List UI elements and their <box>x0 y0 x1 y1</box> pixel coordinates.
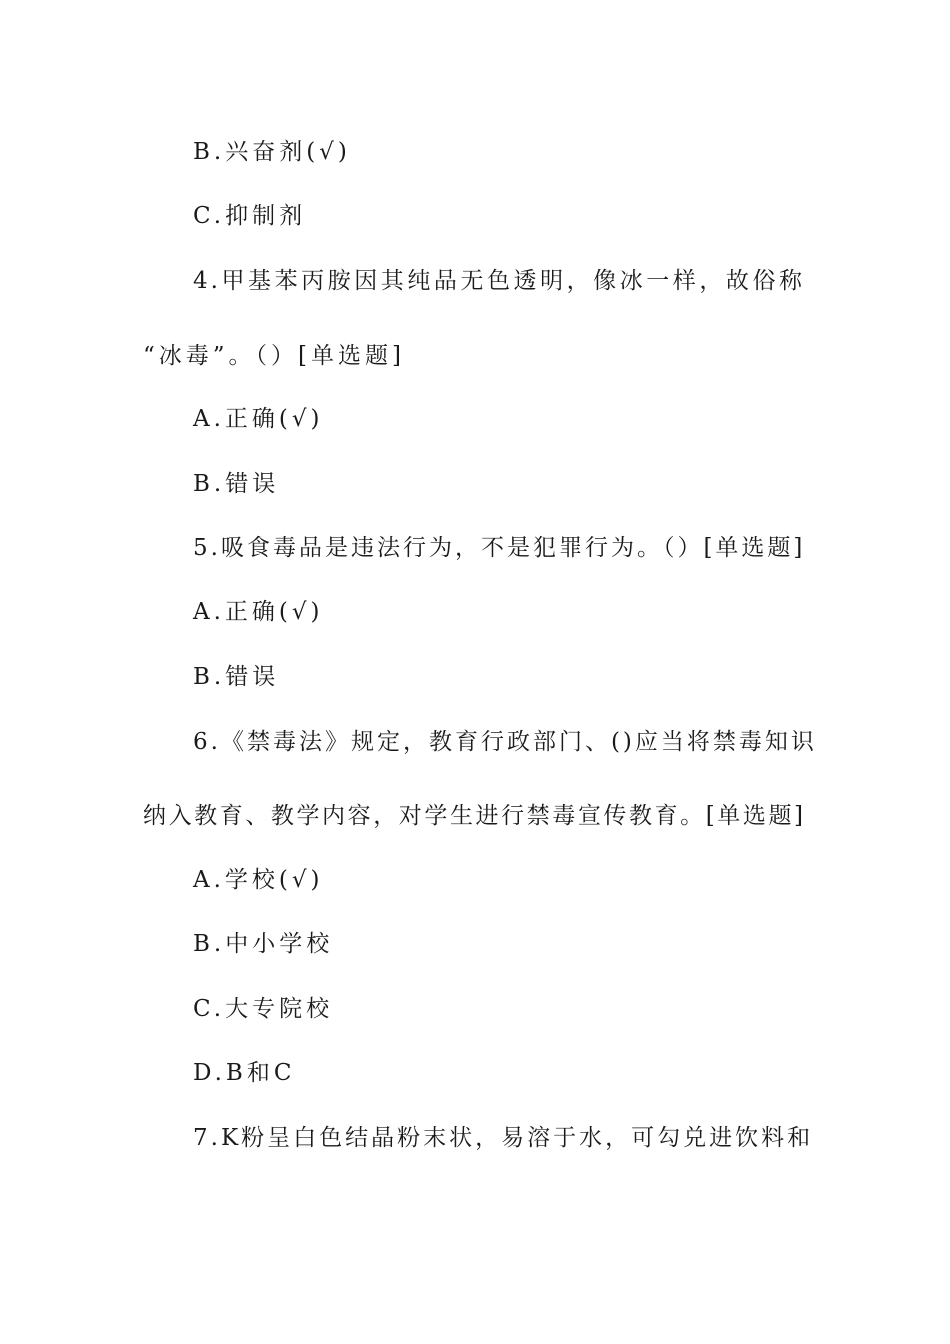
option-b-stimulant: B.兴奋剂(√) <box>193 139 351 165</box>
question-4-option-a: A.正确(√) <box>193 406 324 432</box>
question-4-option-b: B.错误 <box>193 471 280 497</box>
question-6-option-b: B.中小学校 <box>193 931 334 957</box>
question-6-option-c: C.大专院校 <box>193 996 334 1022</box>
question-6-option-a: A.学校(√) <box>193 867 324 893</box>
question-6-continuation: 纳入教育、教学内容，对学生进行禁毒宣传教育。[单选题] <box>143 803 805 829</box>
question-6-option-d: D.B和C <box>193 1060 296 1086</box>
question-7-text: 7.K粉呈白色结晶粉末状，易溶于水，可勾兑进饮料和 <box>193 1125 814 1151</box>
option-c-depressant: C.抑制剂 <box>193 203 307 229</box>
question-5-option-a: A.正确(√) <box>193 599 324 625</box>
question-4-continuation: “冰毒”。（）[单选题] <box>143 343 405 369</box>
question-5-text: 5.吸食毒品是违法行为，不是犯罪行为。（）[单选题] <box>193 535 806 561</box>
question-5-option-b: B.错误 <box>193 664 280 690</box>
question-6-text: 6.《禁毒法》规定，教育行政部门、()应当将禁毒知识 <box>193 729 817 755</box>
question-4-text: 4.甲基苯丙胺因其纯品无色透明，像冰一样，故俗称 <box>193 268 805 294</box>
